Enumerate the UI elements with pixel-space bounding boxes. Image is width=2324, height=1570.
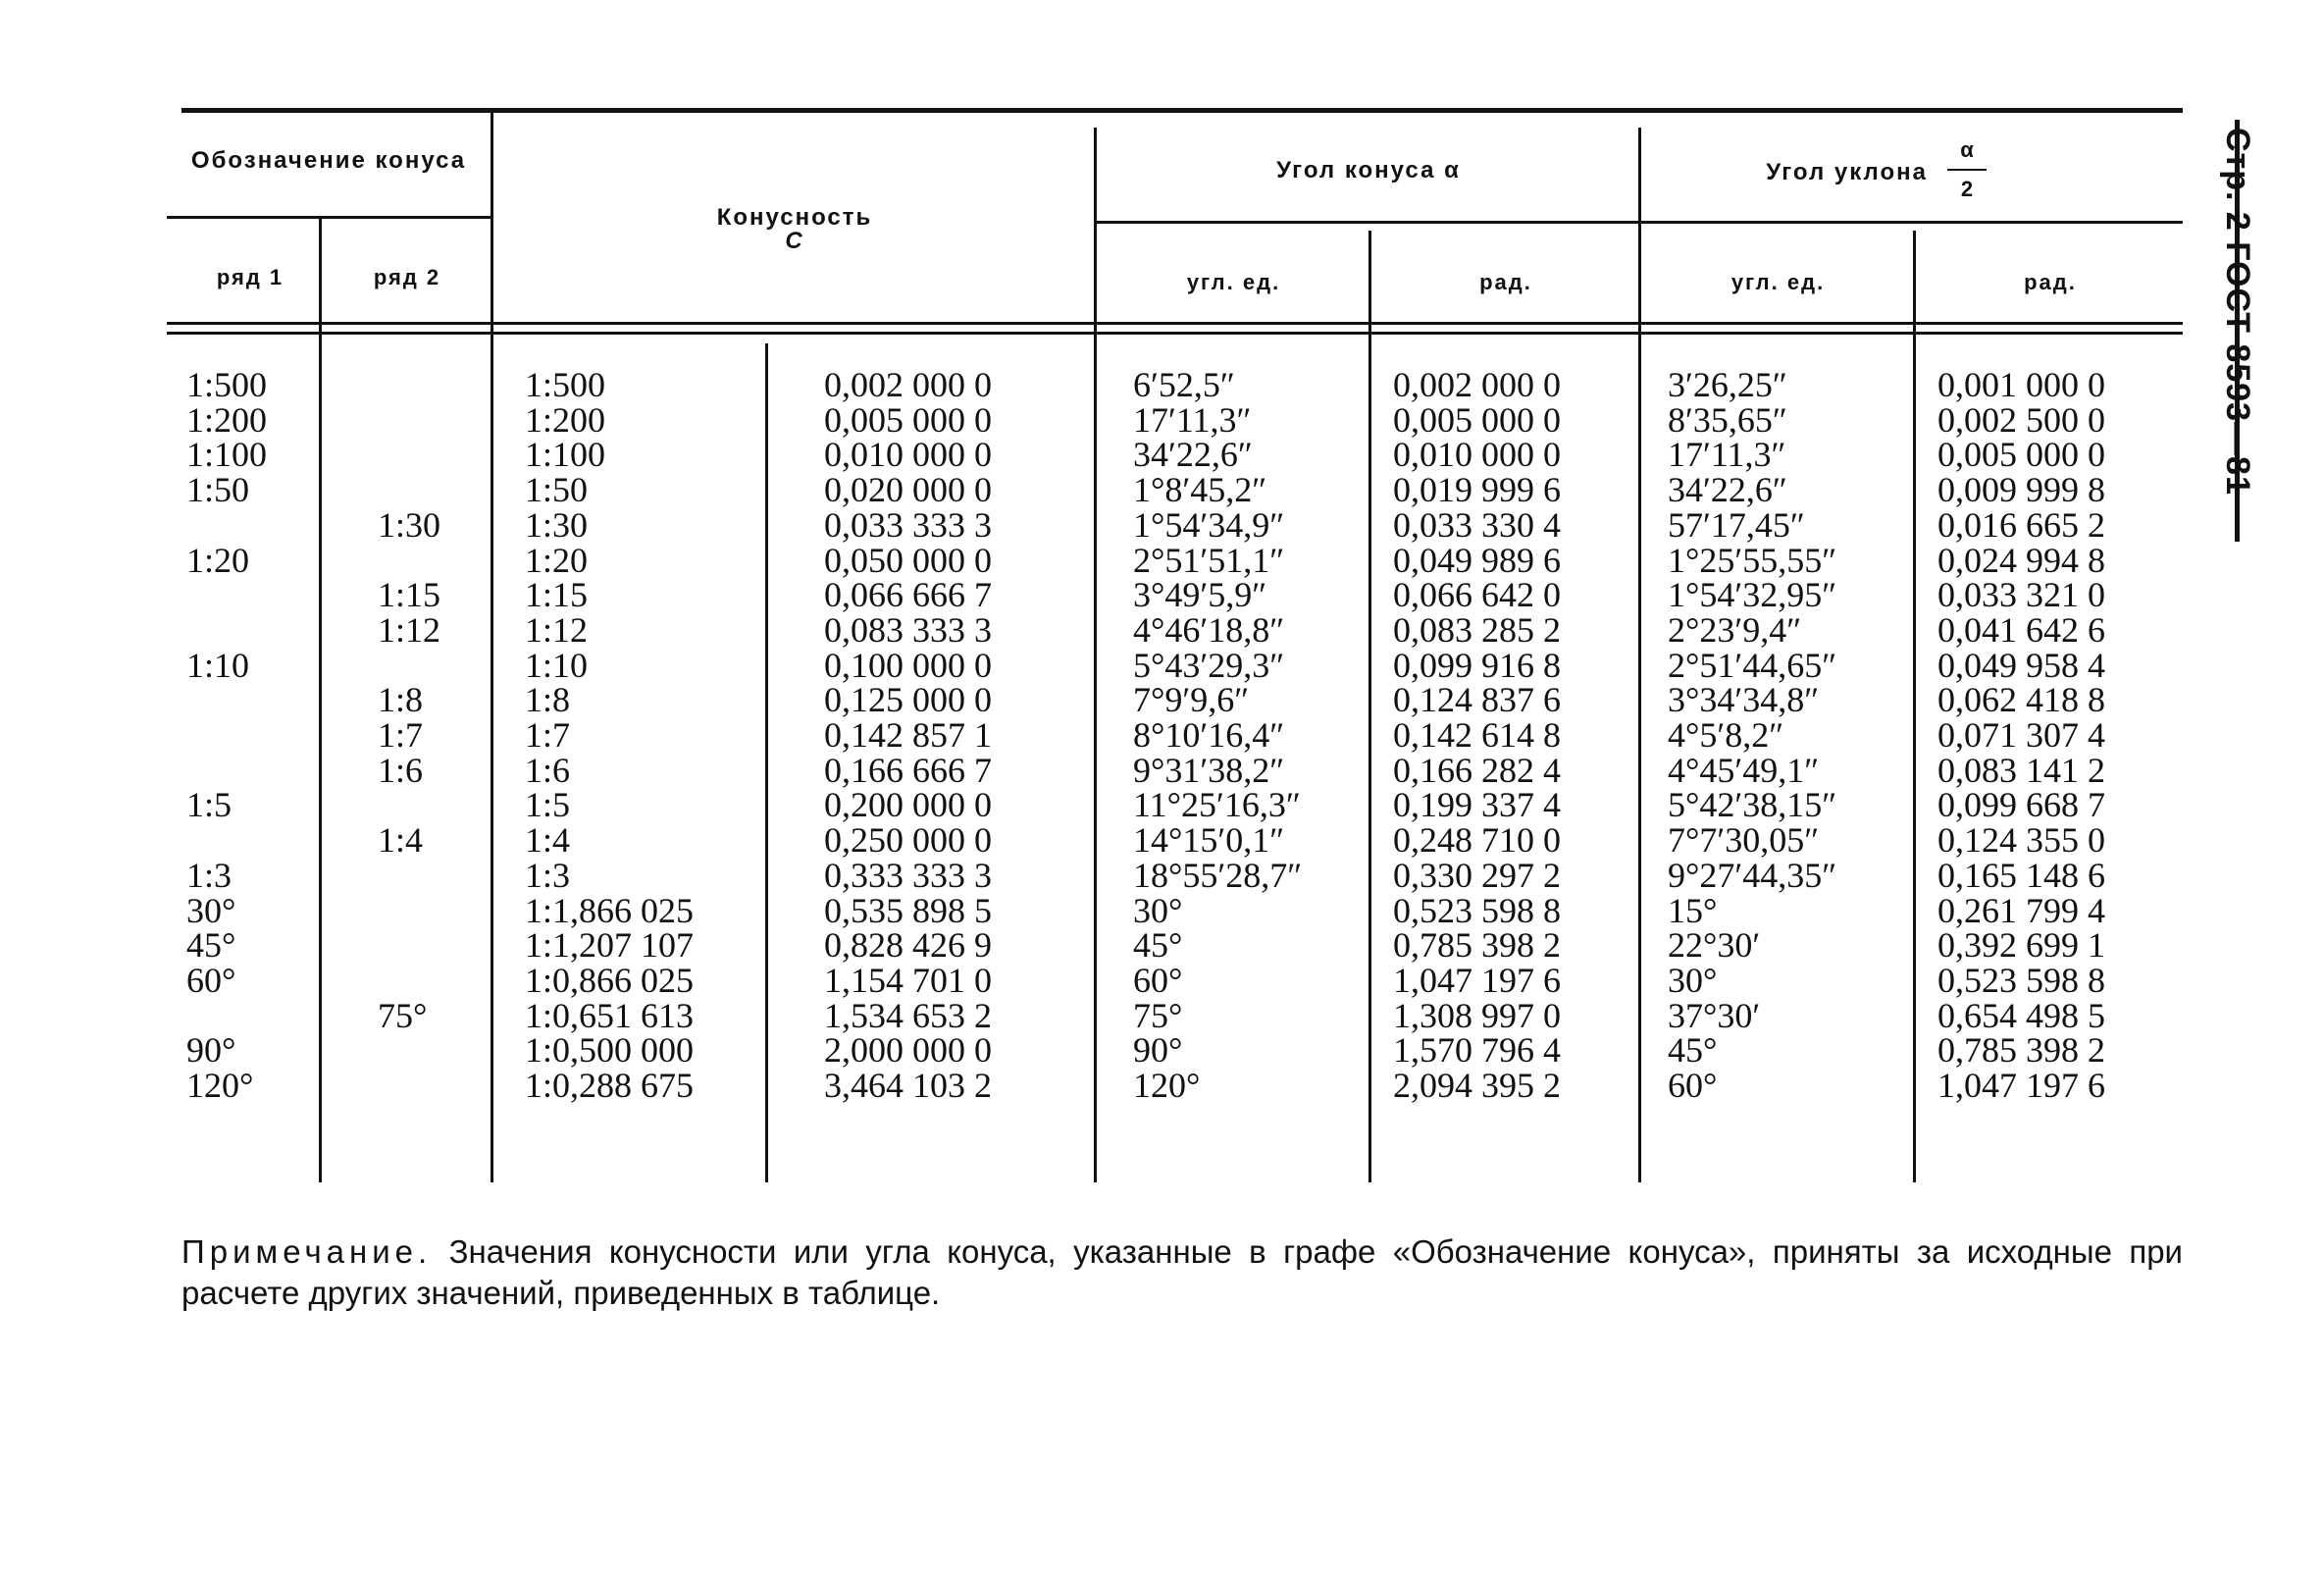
column-cone-angle-units: 6′52,5″ 17′11,3″ 34′22,6″ 1°8′45,2″ 1°54′34,9″ 2°51′51,1″ 3°49′5,9″ 4°46′18,8″ 5°43′29,3″ 7°9′9,6″ 8°10′16,4″ 9°31′38,2″ 11°25′16,3″ 14°15′0,1″ 18°55′28,7″ 30° 45° 60° 75° 90° 120°	[1133, 365, 1303, 1106]
column-slope-angle-units: 3′26,25″ 8′35,65″ 17′11,3″ 34′22,6″ 57′17,45″ 1°25′55,55″ 1°54′32,95″ 2°23′9,4″ 2°51′44,65″ 3°34′34,8″ 4°5′8,2″ 4°45′49,1″ 5°42′38,15″ 7°7′30,05″ 9°27′44,35″ 15° 22°30′ 30° 37°30′ 45° 60°	[1668, 365, 1837, 1106]
divider-row1-row2	[319, 216, 322, 1182]
divider-designation-taper	[491, 113, 493, 1182]
rule-under-angle-headers	[1094, 221, 2183, 224]
table-note	[181, 1231, 2183, 1314]
divider-slope-units-rad	[1913, 231, 1916, 1182]
header-cone-angle-units: угл. ед.	[1186, 270, 1281, 294]
header-slope-angle-units: угл. ед.	[1730, 270, 1826, 294]
divider-taper-value	[765, 343, 768, 1182]
fraction-two: 2	[1960, 177, 1974, 201]
header-row2: ряд 2	[373, 265, 441, 289]
header-double-rule-bottom	[167, 332, 2183, 335]
column-taper-ratio: 1:500 1:200 1:100 1:50 1:30 1:20 1:15 1:12 1:10 1:8 1:7 1:6 1:5 1:4 1:3 1:1,866 025 1:1,207 107 1:0,866 025 1:0,651 613 1:0,500 000 1:0,288 675	[525, 365, 695, 1106]
divider-angle-units-rad	[1369, 231, 1371, 1182]
note-text: Значения конусности или угла конуса, указанные в графе «Обозначение конуса», приняты за исходные при расчете других значений, приведенных в таблице.	[181, 1233, 2183, 1311]
header-slope-angle-rad: рад.	[2024, 270, 2077, 294]
note-lead: Примечание.	[181, 1233, 433, 1270]
header-row1: ряд 1	[216, 265, 284, 289]
column-row2: 1:30 1:15 1:12 1:8 1:7 1:6 1:4 75°	[378, 504, 441, 1035]
header-cone-angle: Угол конуса α	[1276, 157, 1461, 183]
column-cone-angle-rad: 0,002 000 0 0,005 000 0 0,010 000 0 0,019 999 6 0,033 330 4 0,049 989 6 0,066 642 0 0,083 285 2 0,099 916 8 0,124 837 6 0,142 614 8 0,166 282 4 0,199 337 4 0,248 710 0 0,330 297 2 0,523 598 8 0,785 398 2 1,047 197 6 1,308 997 0 1,570 796 4 2,094 395 2	[1393, 365, 1561, 1106]
header-double-rule-top	[167, 322, 2183, 325]
divider-taper-angle	[1094, 128, 1097, 1182]
fraction-bar	[1947, 169, 1987, 171]
column-row1: 1:500 1:200 1:100 1:50 1:20 1:10 1:5 1:3 30° 45° 60° 90° 120°	[186, 365, 268, 1106]
header-cone-angle-rad: рад.	[1479, 270, 1532, 294]
page-side-label: Стр. 2 ГОСТ 8593—81	[2219, 128, 2256, 496]
column-taper-value: 0,002 000 0 0,005 000 0 0,010 000 0 0,020 000 0 0,033 333 3 0,050 000 0 0,066 666 7 0,083 333 3 0,100 000 0 0,125 000 0 0,142 857 1 0,166 666 7 0,200 000 0 0,250 000 0 0,333 333 3 0,535 898 5 0,828 426 9 1,154 701 0 1,534 653 2 2,000 000 0 3,464 103 2	[824, 365, 992, 1106]
rule-under-designation	[167, 216, 491, 219]
header-taper-symbol: С	[785, 228, 804, 254]
fraction-alpha: α	[1960, 137, 1974, 162]
divider-angle-slope	[1638, 128, 1641, 1182]
table-top-rule	[181, 108, 2183, 113]
header-slope-angle: Угол уклона	[1766, 159, 1928, 185]
header-designation: Обозначение конуса	[190, 147, 467, 174]
header-taper: Конусность	[716, 204, 873, 231]
taper-table	[181, 108, 2183, 1182]
column-slope-angle-rad: 0,001 000 0 0,002 500 0 0,005 000 0 0,009 999 8 0,016 665 2 0,024 994 8 0,033 321 0 0,041 642 6 0,049 958 4 0,062 418 8 0,071 307 4 0,083 141 2 0,099 668 7 0,124 355 0 0,165 148 6 0,261 799 4 0,392 699 1 0,523 598 8 0,654 498 5 0,785 398 2 1,047 197 6	[1937, 365, 2105, 1106]
